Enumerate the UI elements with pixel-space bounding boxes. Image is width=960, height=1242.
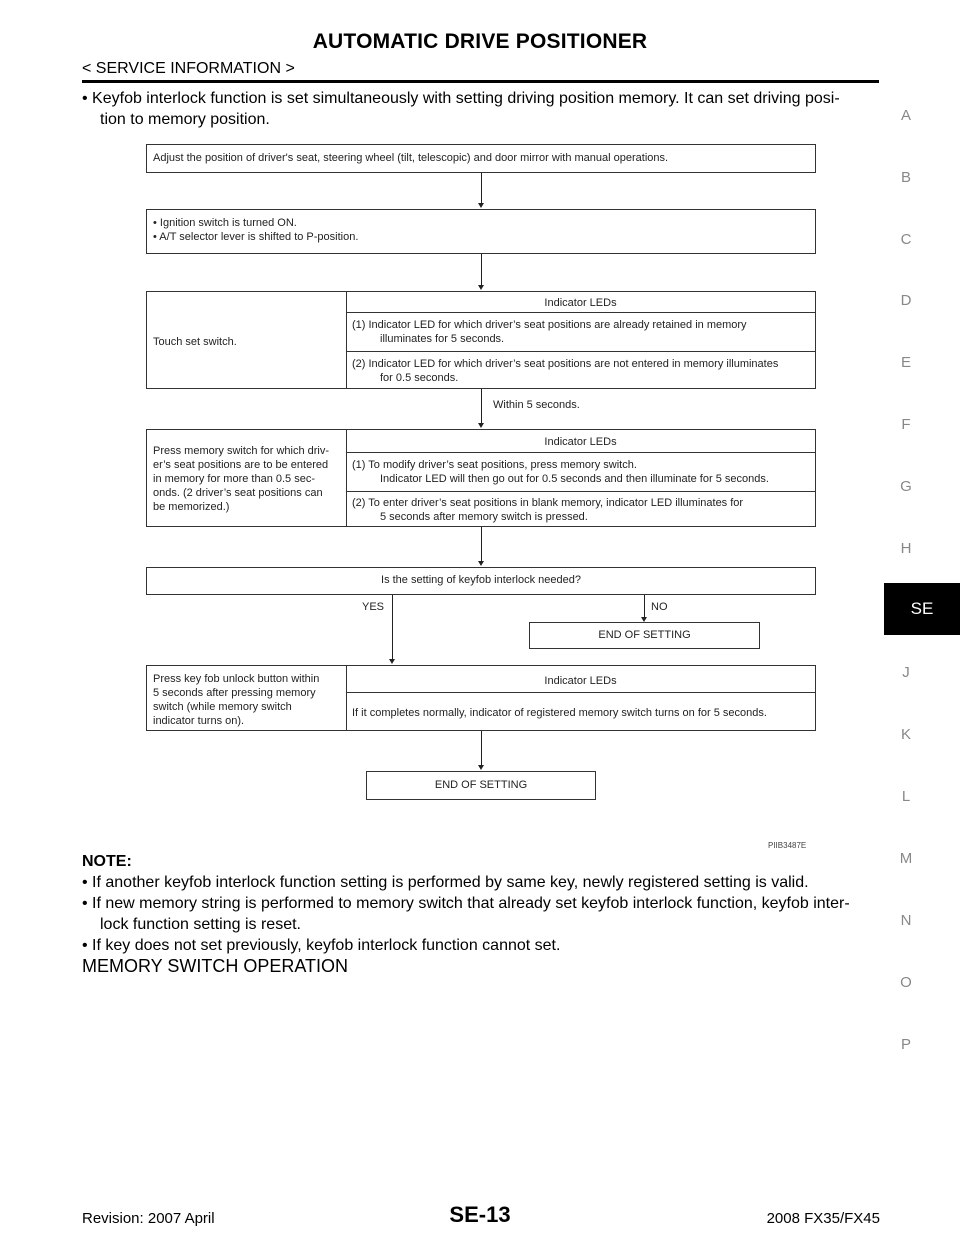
arrow-down-icon <box>389 659 395 664</box>
flow-question <box>146 567 816 595</box>
flow-step-touch-set <box>146 291 816 389</box>
arrow-down-icon <box>478 561 484 566</box>
yes-label: YES <box>362 601 385 613</box>
footer-revision: Revision: 2007 April <box>82 1210 215 1227</box>
connector-line <box>481 389 482 425</box>
arrow-down-icon <box>478 285 484 290</box>
sidebar-letter-k[interactable]: K <box>900 726 911 743</box>
page-title: AUTOMATIC DRIVE POSITIONER <box>312 30 648 53</box>
breadcrumb: < SERVICE INFORMATION > <box>82 60 295 77</box>
bullet-text-line1: • Keyfob interlock function is set simultaneously with setting driving position memory. It can set driving posi- <box>82 90 840 107</box>
sidebar-letter-o[interactable]: O <box>900 974 912 991</box>
flow-step-press-memory <box>146 429 816 527</box>
indicator-row-1: (1) Indicator LED for which driver’s seat positions are already retained in memory illuminates for 5 seconds. <box>352 319 747 345</box>
note-bullet-3: • If key does not set previously, keyfob interlock function cannot set. <box>82 937 561 954</box>
no-label: NO <box>651 601 668 613</box>
within-label: Within 5 seconds. <box>493 399 580 411</box>
section-heading: MEMORY SWITCH OPERATION <box>82 956 349 976</box>
sidebar-letter-c[interactable]: C <box>900 231 912 248</box>
flow-step-adjust-text: Adjust the position of driver's seat, steering wheel (tilt, telescopic) and door mirror with manual operations. <box>153 152 669 164</box>
connector-line <box>392 595 393 661</box>
indicator-row-2: (2) Indicator LED for which driver’s seat positions are not entered in memory illuminates for 0.5 seconds. <box>352 358 779 384</box>
sidebar-letter-e[interactable]: E <box>900 354 911 371</box>
connector-line <box>481 731 482 767</box>
flow-step-touch-set-text: Touch set switch. <box>153 336 237 348</box>
arrow-down-icon <box>478 423 484 428</box>
sidebar-letter-l[interactable]: L <box>901 788 911 805</box>
flow-step-keyfob <box>146 665 816 731</box>
arrow-down-icon <box>478 203 484 208</box>
sidebar-letter-n[interactable]: N <box>900 912 912 929</box>
connector-line <box>481 254 482 287</box>
end-of-setting-final: END OF SETTING <box>366 771 596 800</box>
connector-line <box>644 595 645 619</box>
footer-model: 2008 FX35/FX45 <box>766 1210 880 1227</box>
sidebar-letter-p[interactable]: P <box>900 1036 911 1053</box>
indicator-leds-header: Indicator LEDs <box>544 297 617 309</box>
intro-bullet <box>82 88 882 130</box>
note-bullet-1: • If another keyfob interlock function setting is performed by same key, newly registered setting is valid. <box>82 874 809 891</box>
arrow-down-icon <box>478 765 484 770</box>
flow-step-ignition-line1: • Ignition switch is turned ON. <box>153 217 297 229</box>
end-of-setting-no: END OF SETTING <box>529 622 760 649</box>
flow-step-ignition <box>146 209 816 254</box>
flow-question-text: Is the setting of keyfob interlock needed? <box>381 574 581 586</box>
sidebar-letter-g[interactable]: G <box>900 478 912 495</box>
sidebar-letter-m[interactable]: M <box>899 850 913 867</box>
flow-step-ignition-line2: • A/T selector lever is shifted to P-position. <box>153 231 359 243</box>
indicator-leds-header: Indicator LEDs <box>544 436 617 448</box>
sidebar-letter-a[interactable]: A <box>900 107 911 124</box>
sidebar-letter-b[interactable]: B <box>900 169 911 186</box>
bullet-text-line2: tion to memory position. <box>100 111 270 128</box>
flow-step-adjust <box>146 144 816 173</box>
indicator-row-2: (2) To enter driver’s seat positions in blank memory, indicator LED illuminates for 5 seconds after memory switch is pressed. <box>352 497 744 523</box>
sidebar-letter-d[interactable]: D <box>900 292 912 309</box>
sidebar-letter-f[interactable]: F <box>901 416 911 433</box>
indicator-row-1: If it completes normally, indicator of registered memory switch turns on for 5 seconds. <box>352 707 767 719</box>
connector-line <box>481 173 482 205</box>
note-heading: NOTE: <box>82 853 132 870</box>
sidebar-letter-j[interactable]: J <box>902 664 910 681</box>
indicator-row-1: (1) To modify driver’s seat positions, press memory switch. Indicator LED will then go out for 0.5 seconds and then illuminate for 5 seconds. <box>352 459 769 485</box>
figure-id: PIIB3487E <box>768 841 807 850</box>
connector-line <box>481 527 482 563</box>
flow-step-press-memory-text: Press memory switch for which driv- er’s seat positions are to be entered in memory for more than 0.5 sec- onds. (2 driver’s seat positions can be memorized.) <box>153 445 330 513</box>
note-bullet-2: • If new memory string is performed to memory switch that already set keyfob interlock function, keyfob inter- lock function setting is reset. <box>82 895 850 933</box>
sidebar-tab-se-active[interactable]: SE <box>884 583 960 635</box>
flow-step-keyfob-text: Press key fob unlock button within 5 seconds after pressing memory switch (while memory switch indicator turns on). <box>153 673 320 727</box>
indicator-leds-header: Indicator LEDs <box>544 675 617 687</box>
sidebar-letter-h[interactable]: H <box>900 540 912 557</box>
header-rule <box>82 80 879 83</box>
footer-page-number: SE-13 <box>449 1202 511 1227</box>
